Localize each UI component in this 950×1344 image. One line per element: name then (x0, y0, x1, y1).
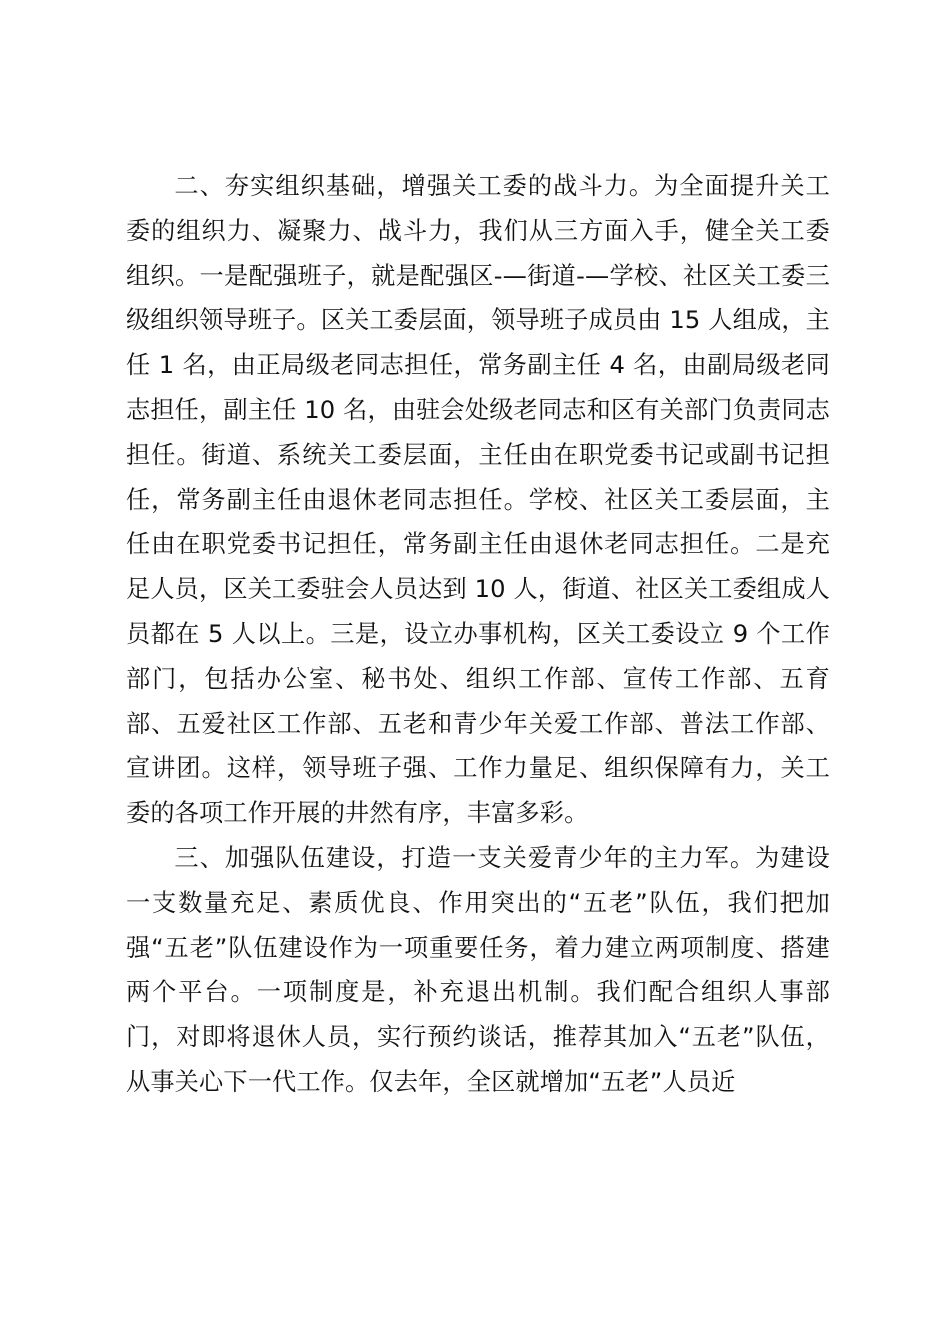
document-body (126, 164, 830, 1105)
paragraph-section-three: 三、加强队伍建设，打造一支关爱青少年的主力军。为建设一支数量充足、素质优良、作用突出的“五老”队伍，我们把加强“五老”队伍建设作为一项重要任务，着力建立两项制度、搭建两个平台。一项制度是，补充退出机制。我们配合组织人事部门，对即将退休人员，实行预约谈话，推荐其加入“五老”队伍，从事关心下一代工作。仅去年，全区就增加“五老”人员近 (126, 843, 830, 1096)
paragraph-section-two: 二、夯实组织基础，增强关工委的战斗力。为全面提升关工委的组织力、凝聚力、战斗力，我们从三方面入手，健全关工委组织。一是配强班子，就是配强区-—街道-—学校、社区关工委三级组织领导班子。区关工委层面，领导班子成员由 15 人组成，主任 1 名，由正局级老同志担任，常务副主任 4 名，由副局级老同志担任，副主任 10 名，由驻会处级老同志和区有关部门负责同志担任。街道、系统关工委层面，主任由在职党委书记或副书记担任，常务副主任由退休老同志担任。学校、社区关工委层面，主任由在职党委书记担任，常务副主任由退休老同志担任。二是充足人员，区关工委驻会人员达到 10 人，街道、社区关工委组成人员都在 5 人以上。三是，设立办事机构，区关工委设立 9 个工作部门，包括办公室、秘书处、组织工作部、宣传工作部、五育部、五爱社区工作部、五老和青少年关爱工作部、普法工作部、宣讲团。这样，领导班子强、工作力量足、组织保障有力，关工委的各项工作开展的井然有序，丰富多彩。 (126, 172, 830, 828)
